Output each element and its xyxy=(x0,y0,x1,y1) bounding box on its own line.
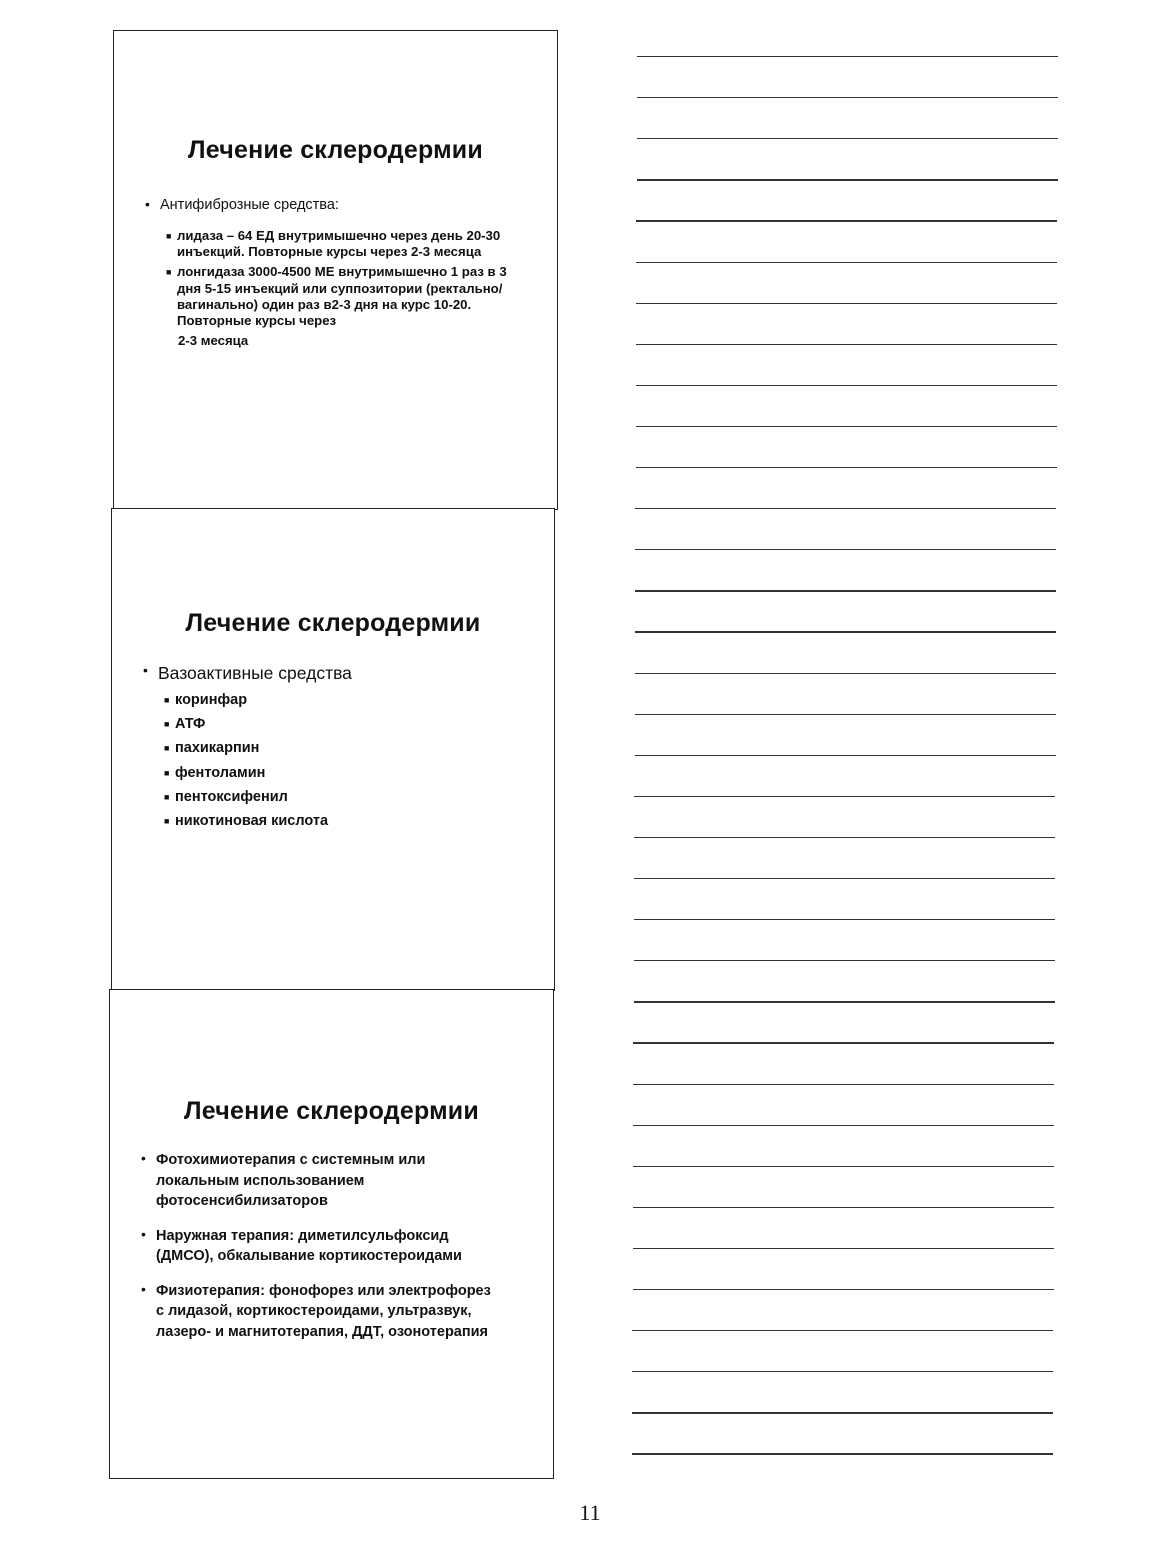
sub-bullet-item xyxy=(164,761,523,785)
note-line xyxy=(633,1289,1054,1290)
note-line xyxy=(633,1248,1054,1249)
note-line xyxy=(636,262,1057,263)
bullet-list xyxy=(143,662,523,833)
bullet-text: Физиотерапия: фонофорез или электрофорез с лидазой, кортикостероидами, ультразвук, лазеро- и магнитотерапия, ДДТ, озонотерапия xyxy=(156,1282,491,1340)
sub-bullet-item xyxy=(164,809,523,833)
sub-bullet-glyph: ■ xyxy=(164,816,170,827)
note-line xyxy=(634,919,1055,920)
sub-bullet-item xyxy=(164,736,523,760)
bullet-item xyxy=(143,662,523,833)
note-line xyxy=(635,673,1056,674)
sub-bullet-text: коринфар xyxy=(175,692,248,708)
bullet-item xyxy=(145,196,525,349)
sub-bullet-glyph: ■ xyxy=(166,267,172,278)
note-line xyxy=(632,1412,1053,1413)
note-line xyxy=(637,56,1058,57)
bullet-text: Наружная терапия: диметилсульфоксид (ДМСО), обкалывание кортикостероидами xyxy=(156,1227,462,1264)
note-line xyxy=(633,1166,1054,1167)
sub-bullet-list xyxy=(166,228,525,329)
sub-bullet-text: лонгидаза 3000-4500 МЕ внутримышечно 1 раз в 3 дня 5-15 инъекций или суппозитории (ректально/вагинально) один раз в2-3 дня на курс 10-20. Повторные курсы через xyxy=(177,264,507,329)
sub-bullet-text: фентоламин xyxy=(175,764,266,781)
sub-bullet-item xyxy=(164,785,523,809)
note-line xyxy=(635,590,1056,591)
note-line xyxy=(636,467,1057,468)
note-line xyxy=(633,1125,1054,1126)
sub-bullet-text: пахикарпин xyxy=(175,740,260,757)
note-line xyxy=(635,714,1056,715)
sub-bullet-text: пентоксифенил xyxy=(175,788,288,805)
note-line xyxy=(632,1453,1053,1454)
bullet-glyph: • xyxy=(145,196,150,212)
note-line xyxy=(635,755,1056,756)
sub-bullet-continuation: 2-3 месяца xyxy=(178,333,249,349)
sub-bullet-glyph: ■ xyxy=(164,767,170,778)
slide-title: Лечение склеродермии xyxy=(184,1097,479,1125)
sub-bullet-glyph: ■ xyxy=(164,719,170,730)
note-line xyxy=(634,878,1055,879)
bullet-glyph: • xyxy=(141,1225,146,1242)
sub-bullet-glyph: ■ xyxy=(166,231,172,241)
note-line xyxy=(635,549,1056,550)
page-number: 11 xyxy=(579,1500,601,1525)
sub-bullet-text: АТФ xyxy=(175,716,206,733)
note-line xyxy=(635,631,1056,632)
bullet-glyph: • xyxy=(141,1150,146,1166)
note-line xyxy=(633,1042,1054,1043)
note-line xyxy=(634,960,1055,961)
note-line xyxy=(636,385,1057,386)
note-line xyxy=(633,1207,1054,1208)
note-line xyxy=(637,138,1058,139)
sub-bullet-item xyxy=(166,264,525,329)
slide-1 xyxy=(113,30,558,510)
bullet-list xyxy=(141,1150,491,1356)
sub-bullet-text: лидаза – 64 ЕД внутримышечно через день 20-30 инъекций. Повторные курсы через 2-3 месяца xyxy=(177,228,501,260)
sub-bullet-item xyxy=(164,712,523,736)
slide-2 xyxy=(111,508,555,991)
bullet-glyph: • xyxy=(141,1280,146,1297)
note-line xyxy=(634,837,1055,838)
note-line xyxy=(632,1371,1053,1372)
bullet-text: Антифиброзные средства: xyxy=(160,197,339,213)
sub-bullet-list xyxy=(164,688,523,833)
sub-bullet-text: никотиновая кислота xyxy=(175,813,329,830)
bullet-text: Вазоактивные средства xyxy=(158,663,352,683)
sub-bullet-glyph: ■ xyxy=(164,791,170,802)
note-line xyxy=(637,97,1058,98)
note-line xyxy=(637,179,1058,180)
note-line xyxy=(636,220,1057,221)
bullet-text: Фотохимиотерапия с системным или локальным использованием фотосенсибилизаторов xyxy=(156,1152,426,1209)
sub-bullet-glyph: ■ xyxy=(164,743,170,754)
slide-3 xyxy=(109,989,554,1479)
sub-bullet-item xyxy=(166,228,525,260)
slide-title: Лечение склеродермии xyxy=(185,609,481,637)
note-line xyxy=(634,1001,1055,1002)
bullet-item xyxy=(141,1281,491,1343)
sub-bullet-glyph: ■ xyxy=(164,695,170,705)
note-line xyxy=(636,303,1057,304)
bullet-glyph: • xyxy=(143,662,148,678)
slide-title: Лечение склеродермии xyxy=(188,136,483,164)
sub-bullet-item xyxy=(164,688,523,712)
note-line xyxy=(634,796,1055,797)
note-line xyxy=(632,1330,1053,1331)
bullet-item xyxy=(141,1150,491,1212)
note-line xyxy=(636,344,1057,345)
note-line xyxy=(633,1084,1054,1085)
bullet-list xyxy=(145,196,525,349)
note-line xyxy=(636,426,1057,427)
note-line xyxy=(635,508,1056,509)
bullet-item xyxy=(141,1226,491,1267)
